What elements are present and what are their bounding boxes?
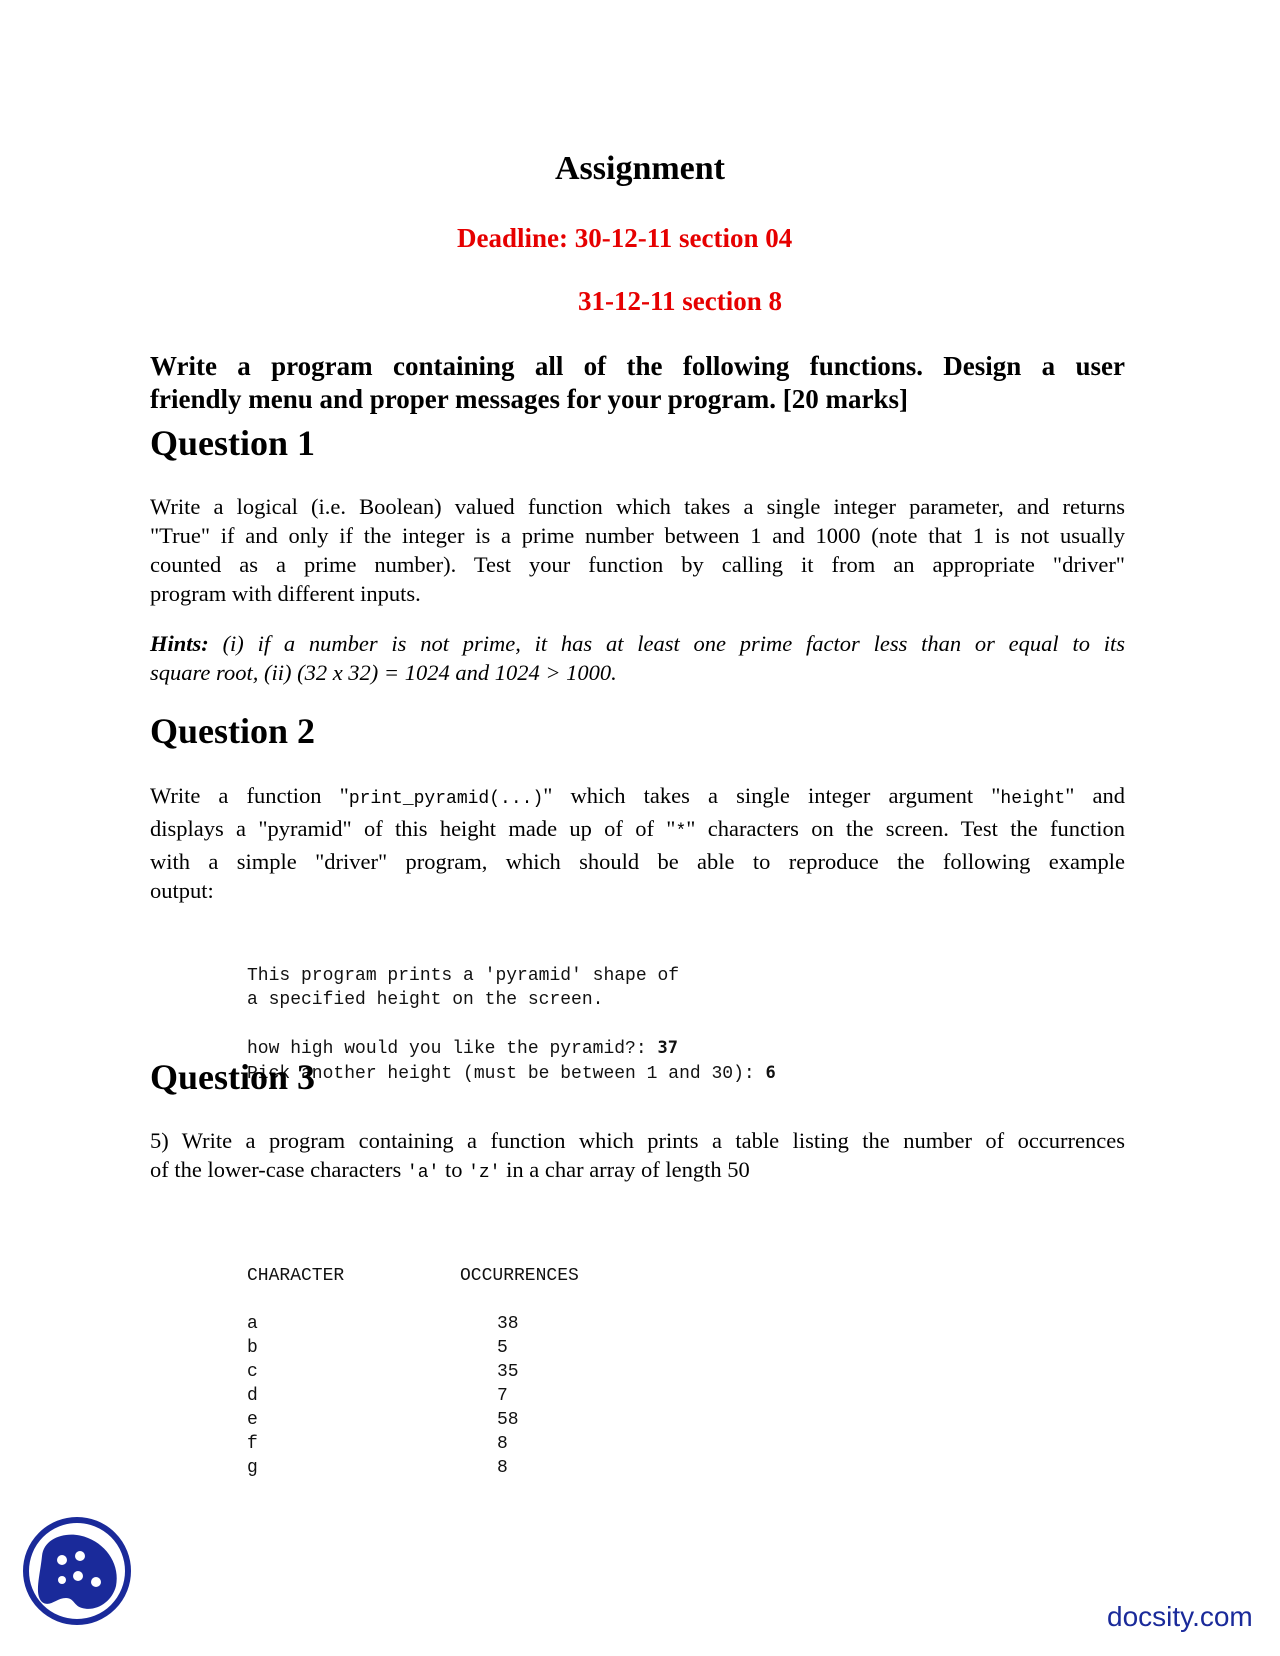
table-row-count: 35 bbox=[497, 1362, 519, 1382]
hints-text-1: (i) if a number is not prime, it has at least one prime factor less than or equal to its bbox=[208, 631, 1125, 656]
q2-text: Write a function " bbox=[150, 783, 349, 808]
code-height: height bbox=[1000, 789, 1066, 809]
docsity-logo-icon bbox=[22, 1516, 132, 1626]
q1-line-2: "True" if and only if the integer is a prime number between 1 and 1000 (note that 1 is not usually bbox=[150, 523, 1125, 548]
table-row-char: d bbox=[247, 1386, 258, 1406]
table-row-char: b bbox=[247, 1338, 258, 1358]
table-row-count: 58 bbox=[497, 1410, 519, 1430]
hints-line-2: square root, (ii) (32 x 32) = 1024 and 1024 > 1000. bbox=[150, 660, 617, 685]
deadline-line-1: Deadline: 30-12-11 section 04 bbox=[457, 223, 793, 253]
table-row-count: 38 bbox=[497, 1314, 519, 1334]
question-3-heading: Question 3 bbox=[150, 1057, 316, 1097]
intro-line-2: friendly menu and proper messages for your program. [20 marks] bbox=[150, 384, 908, 414]
q3-line-2 bbox=[150, 1155, 1125, 1188]
q3-text: of the lower-case characters bbox=[150, 1157, 407, 1182]
question-3-body bbox=[150, 1126, 1125, 1188]
q3-text: in a char array of length 50 bbox=[500, 1157, 750, 1182]
q2-line-2 bbox=[150, 814, 1125, 847]
code-prompt: Pick another height (must be between 1 and 30): bbox=[247, 1064, 766, 1084]
question-2-body bbox=[150, 781, 1125, 905]
q2-text: " characters on the screen. Test the function bbox=[686, 816, 1125, 841]
document-title: Assignment bbox=[554, 150, 726, 187]
table-row-char: f bbox=[247, 1434, 258, 1454]
question-2-heading: Question 2 bbox=[150, 711, 316, 751]
pyramid-example-output bbox=[247, 964, 776, 1086]
q3-text: to bbox=[439, 1157, 469, 1182]
code-line-4 bbox=[247, 1064, 776, 1084]
question-1-heading: Question 1 bbox=[150, 423, 316, 463]
table-row-count: 8 bbox=[497, 1458, 508, 1478]
table-row-char: c bbox=[247, 1362, 258, 1382]
q2-line-4: output: bbox=[150, 878, 214, 903]
docsity-brand-link[interactable]: docsity.com bbox=[1107, 1601, 1253, 1632]
q1-line-3: counted as a prime number). Test your function by calling it from an appropriate "driver" bbox=[150, 552, 1125, 577]
code-input: 6 bbox=[765, 1063, 776, 1083]
q2-line-1 bbox=[150, 781, 1125, 814]
table-row-count: 7 bbox=[497, 1386, 508, 1406]
code-z: 'z' bbox=[468, 1163, 501, 1183]
code-input: 37 bbox=[657, 1038, 678, 1058]
table-rows-counts bbox=[497, 1312, 519, 1480]
question-1-hints bbox=[150, 629, 1125, 687]
table-rows-chars bbox=[247, 1312, 258, 1480]
q1-line-4: program with different inputs. bbox=[150, 581, 421, 606]
table-row-char: g bbox=[247, 1458, 258, 1478]
deadline-line-2: 31-12-11 section 8 bbox=[578, 286, 782, 316]
code-prompt: how high would you like the pyramid?: bbox=[247, 1039, 658, 1059]
code-star: * bbox=[675, 822, 687, 842]
table-row-char: a bbox=[247, 1314, 258, 1334]
code-line-1: This program prints a 'pyramid' shape of bbox=[247, 966, 680, 986]
hints-line-1 bbox=[150, 629, 1125, 658]
code-print-pyramid: print_pyramid(...) bbox=[348, 789, 544, 809]
assignment-intro bbox=[150, 350, 1125, 416]
table-row-count: 8 bbox=[497, 1434, 508, 1454]
code-a: 'a' bbox=[406, 1163, 440, 1183]
q2-text: " which takes a single integer argument " bbox=[543, 783, 1001, 808]
q2-line-3: with a simple "driver" program, which should be able to reproduce the following example bbox=[150, 849, 1125, 874]
q3-line-1: 5) Write a program containing a function which prints a table listing the number of occurrences bbox=[150, 1128, 1125, 1153]
table-row-char: e bbox=[247, 1410, 258, 1430]
table-row-count: 5 bbox=[497, 1338, 508, 1358]
table-header-character: CHARACTER bbox=[247, 1266, 345, 1286]
code-line-2: a specified height on the screen. bbox=[247, 990, 604, 1010]
hints-label: Hints: bbox=[150, 631, 209, 656]
q1-line-1: Write a logical (i.e. Boolean) valued function which takes a single integer parameter, and returns bbox=[150, 494, 1125, 519]
intro-line-1: Write a program containing all of the following functions. Design a user bbox=[150, 351, 1125, 381]
q2-text: " and bbox=[1065, 783, 1125, 808]
q2-text: displays a "pyramid" of this height made up of of " bbox=[150, 816, 676, 841]
table-header-occurrences: OCCURRENCES bbox=[460, 1266, 579, 1286]
question-1-body bbox=[150, 492, 1125, 608]
